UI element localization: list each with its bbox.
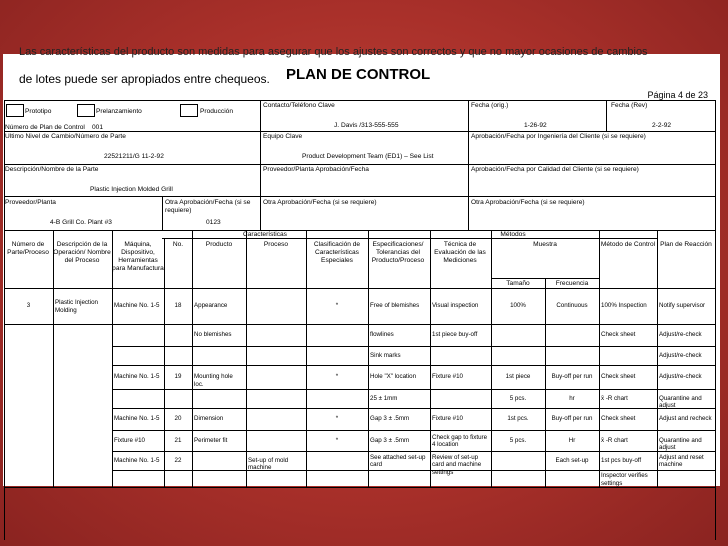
produccion-label: Producción <box>200 108 233 115</box>
cell-reaction: Adjust and recheck <box>659 415 712 422</box>
col-clasificacion: Clasificación de Características Especiales <box>313 241 361 264</box>
table-row-divider <box>4 324 716 325</box>
cell-class: * <box>335 415 339 422</box>
col-no: No. <box>172 241 184 248</box>
cell-spec: Sink marks <box>370 351 401 359</box>
cell-no: 18 <box>174 302 182 309</box>
table-row-divider <box>112 389 716 390</box>
cell-no: 20 <box>174 415 182 422</box>
cell-size: 1st pcs. <box>507 415 529 422</box>
col-numero-parte: Número de Parte/Proceso <box>7 241 49 256</box>
aprob-ing-label: Aprobación/Fecha por Ingeniería del Cliente (si se requiere) <box>471 133 646 140</box>
contacto-label: Contacto/Teléfono Clave <box>263 102 335 109</box>
table-row-divider <box>112 365 716 366</box>
descripcion-label: Descripción/Nombre de la Parte <box>5 166 99 173</box>
col-tecnica: Técnica de Evaluación de las Mediciones <box>434 241 486 264</box>
contacto-value: J. Davis /313-555-555 <box>334 122 399 129</box>
otra-aprob-label: Otra Aprobación/Fecha (si se requiere) <box>165 199 251 214</box>
prelanzamiento-checkbox[interactable] <box>77 104 95 117</box>
produccion-checkbox[interactable] <box>180 104 198 117</box>
col-maquina: Máquina, Dispositivo, Herramientas para Manufactura <box>112 241 164 272</box>
page-title: PLAN DE CONTROL <box>286 66 431 83</box>
col-muestra: Muestra <box>533 241 557 248</box>
fecha-orig-label: Fecha (orig.) <box>471 102 509 109</box>
cell-control: Inspector verifies settings <box>601 472 648 487</box>
cell-freq: Continuous <box>556 302 588 309</box>
cell-tech: Fixture #10 <box>432 415 463 422</box>
cell-control: x̄ -R chart <box>601 394 628 402</box>
col-tamano: Tamaño <box>506 280 530 287</box>
cell-part: 3 <box>26 302 31 309</box>
table-row-divider <box>112 430 716 431</box>
cell-spec: Free of blemishes <box>370 302 420 309</box>
cell-process: Set-up of mold machine <box>248 456 289 471</box>
ultimo-nivel-value: 22521211/G 11-2-92 <box>104 153 164 160</box>
fecha-orig-value: 1-26-92 <box>524 122 547 129</box>
cell-desc: Plastic Injection Molding <box>55 299 98 314</box>
table-row-divider <box>112 470 716 471</box>
col-producto: Producto <box>205 241 233 248</box>
otra-aprob3-label: Otra Aprobación/Fecha (si se requiere) <box>471 199 585 206</box>
col-proceso: Proceso <box>263 241 289 248</box>
col-descripcion-operacion: Descripción de la Operación/ Nombre del Proceso <box>53 241 111 264</box>
cell-spec: flowlines <box>370 331 394 338</box>
descripcion-value: Plastic Injection Molded Grill <box>90 186 173 193</box>
cell-no: 22 <box>174 456 182 464</box>
cell-tech: Fixture #10 <box>432 373 463 380</box>
table-row-divider <box>112 346 716 347</box>
fecha-rev-label: Fecha (Rev) <box>611 102 648 109</box>
num-plan-value: 001 <box>92 124 104 131</box>
page-number: Página 4 de 23 <box>647 90 708 100</box>
caracteristicas-group-header: Características <box>243 231 287 238</box>
cell-machine: Machine No. 1-5 <box>114 456 160 464</box>
cell-control: Check sheet <box>601 415 636 422</box>
cell-no: 19 <box>174 373 182 380</box>
cell-spec: Hole "X" location <box>370 373 417 380</box>
fecha-rev-value: 2-2-92 <box>652 122 672 129</box>
ultimo-nivel-label: Ultimo Nivel de Cambio/Número de Parte <box>5 133 126 140</box>
cell-product: No blemishes <box>194 331 232 338</box>
cell-reaction: Notify supervisor <box>659 302 706 309</box>
cell-no: 21 <box>174 436 182 444</box>
aprob-cal-label: Aprobación/Fecha por Calidad del Cliente (si se requiere) <box>471 166 639 173</box>
cell-class: * <box>335 436 339 444</box>
col-especificaciones: Especificaciones/ Tolerancias del Producto/Proceso <box>371 241 425 264</box>
cell-freq: hr <box>569 394 575 402</box>
control-plan-form <box>4 100 716 540</box>
otra-aprob2-label: Otra Aprobación/Fecha (si se requiere) <box>263 199 377 206</box>
cell-freq: Buy-off per run <box>551 415 593 422</box>
col-plan-reaccion: Plan de Reacción <box>660 241 712 248</box>
cell-class: * <box>335 302 339 309</box>
table-row-divider <box>112 451 716 452</box>
cell-reaction: Quarantine and adjust <box>659 436 702 451</box>
cell-class: * <box>335 373 339 380</box>
prov-aprob-label: Proveedor/Planta Aprobación/Fecha <box>263 166 369 173</box>
cell-spec: Gap 3 ± .5mm <box>370 436 410 444</box>
cell-machine: Machine No. 1-5 <box>114 302 160 309</box>
cell-product: Perimeter fit <box>194 436 228 444</box>
cell-size: 5 pcs. <box>509 436 527 444</box>
cell-tech: 1st piece buy-off <box>432 331 478 338</box>
cell-reaction: Adjust/re-check <box>659 351 702 359</box>
cell-control: Check sheet <box>601 331 636 338</box>
prototipo-checkbox[interactable] <box>6 104 24 117</box>
cell-spec: See attached set-up card <box>370 453 426 468</box>
intro-text: de lotes puede ser apropiados entre chequeos. <box>19 72 270 86</box>
cell-product: Appearance <box>194 302 228 309</box>
cell-machine: Machine No. 1-5 <box>114 415 160 422</box>
col-frecuencia: Frecuencia <box>555 280 589 287</box>
cell-size: 100% <box>510 302 526 309</box>
prelanzamiento-label: Prelanzamiento <box>96 108 142 115</box>
equipo-value: Product Development Team (ED1) – See List <box>302 153 434 160</box>
cell-control: 100% Inspection <box>601 302 647 309</box>
cell-size: 1st piece <box>505 373 531 380</box>
cell-control: 1st pcs buy-off <box>601 456 642 464</box>
prototipo-label: Prototipo <box>25 108 52 115</box>
otra-aprob-value: 0123 <box>206 219 221 226</box>
control-plan-sheet <box>3 46 720 487</box>
cell-control: Check sheet <box>601 373 636 380</box>
col-metodo-control: Método de Control <box>600 241 656 248</box>
cell-product: Mounting hole loc. <box>194 373 233 388</box>
cell-control: x̄ -R chart <box>601 436 628 444</box>
cell-tech: Check gap to fixture 4 location <box>432 433 488 448</box>
cell-machine: Fixture #10 <box>114 436 145 444</box>
cell-freq: Each set-up <box>555 456 589 464</box>
cell-reaction: Adjust and reset machine <box>659 453 704 468</box>
cell-size: 5 pcs. <box>509 394 527 402</box>
equipo-label: Equipo Clave <box>263 133 303 140</box>
cell-spec: Gap 3 ± .5mm <box>370 415 410 422</box>
cell-machine: Machine No. 1-5 <box>114 373 160 380</box>
proveedor-value: 4-B Grill Co. Plant #3 <box>50 219 112 226</box>
metodos-group-header: Métodos <box>500 231 526 238</box>
cell-tech: Visual inspection <box>432 302 479 309</box>
cut-off-text: Las características del producto son medidas para asegurar que los ajustes son correctos y que no mayor ocasiones de cambios <box>19 46 648 58</box>
cell-reaction: Adjust/re-check <box>659 373 702 380</box>
table-row-divider <box>4 487 716 488</box>
num-plan-label: Número de Plan de Control <box>5 124 85 131</box>
table-row-divider <box>112 408 716 409</box>
cell-reaction: Quarantine and adjust <box>659 394 702 409</box>
cell-spec: 25 ± 1mm <box>370 394 398 402</box>
proveedor-label: Proveedor/Planta <box>5 199 56 206</box>
cell-freq: Buy-off per run <box>551 373 593 380</box>
cell-freq: Hr <box>568 436 576 444</box>
cell-product: Dimension <box>194 415 224 422</box>
cell-tech: Review of set-up card and machine settings <box>432 453 482 476</box>
cell-reaction: Adjust/re-check <box>659 331 702 338</box>
